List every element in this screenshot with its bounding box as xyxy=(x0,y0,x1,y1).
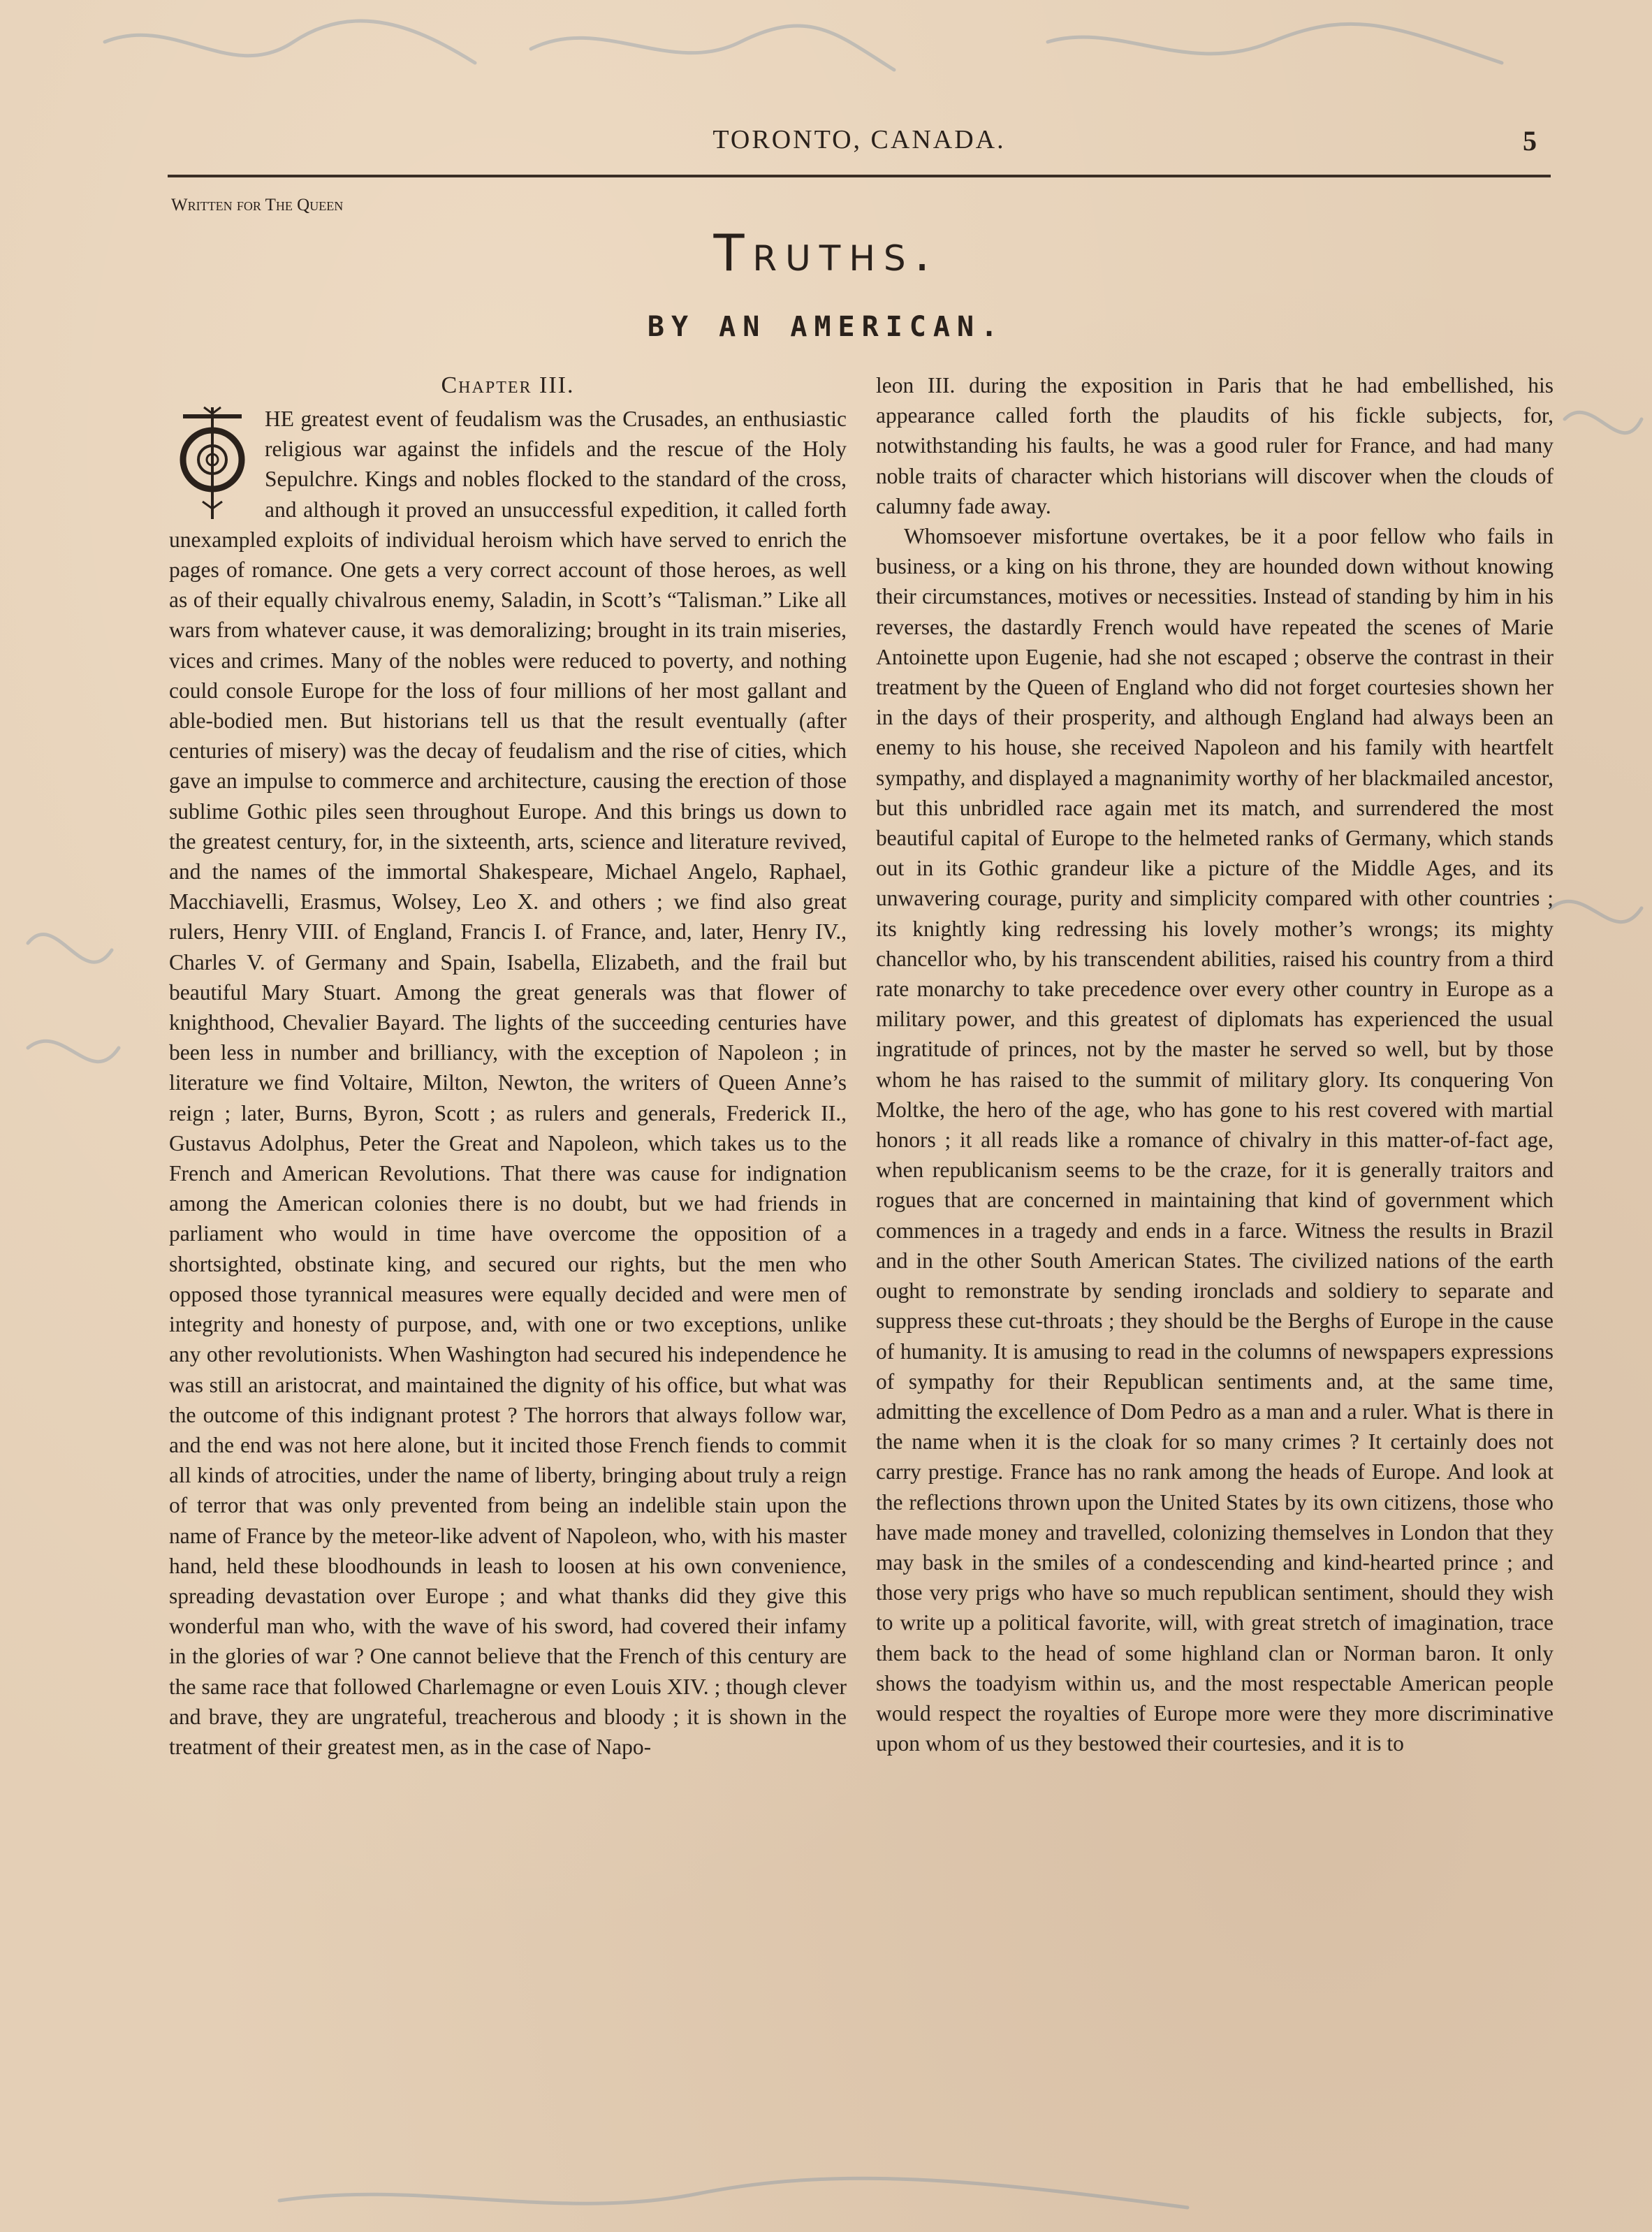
dropcap-ornament-icon xyxy=(169,404,256,523)
page-number: 5 xyxy=(1523,125,1537,156)
paragraph: HE greatest event of feudalism was the Crusades, an enthusiastic religious war against the infidels and the rescue of the Holy Sepulchre. Kings and nobles flocked to the standard of the cross, and although it proved an unsuccessful expedition, it called forth unexampled exploits of individual heroism which have served to enrich the pages of romance. One gets a very correct account of those heroes, as well as of their equally chivalrous enemy, Saladin, in Scott’s “Talisman.” Like all wars from whatever cause, it was demoralizing; brought in its train miseries, vices and crimes. Many of the nobles were reduced to poverty, and nothing could console Europe for the loss of four millions of her most gallant and able-bodied men. But historians tell us that the result eventually (after centuries of misery) was the decay of feudalism and the rise of cities, which gave an impulse to commerce and architecture, causing the erection of those sublime Gothic piles seen throughout Europe. And this brings us down to the greatest century, for, in the sixteenth, arts, science and literature revived, and the names of the immortal Shakespeare, Michael Angelo, Raphael, Macchiavelli, Erasmus, Wolsey, Leo X. and others ; we find also great rulers, Henry VIII. of England, Francis I. of France, and, later, Henry IV., Charles V. of Germany and Spain, Isabella, Elizabeth, and the frail but beautiful Mary Stuart. Among the great generals was that flower of knighthood, Chevalier Bayard. The lights of the succeeding centuries have been less in number and brilliancy, with the exception of Napoleon ; in literature we find Voltaire, Milton, Newton, the writers of Queen Anne’s reign ; later, Burns, Byron, Scott ; as rulers and generals, Frederick II., Gustavus Adolphus, Peter the Great and Napoleon, which takes us to the French and American Revolutions. That there was cause for indignation among the American colonies there is no doubt, but we had friends in parliament who would in time have overcome the opposition of a shortsighted, obstinate king, and secured our rights, but the men who opposed those tyrannical measures were equally decided and were men of integrity and honesty of purpose, and, with one or two exceptions, unlike any other revolutionists. When Washington had secured his independence he was still an aristocrat, and maintained the dignity of his office, but what was the outcome of this indignant protest ? The horrors that always follow war, and the end was not here alone, but it incited those French fiends to commit all kinds of atrocities, under the name of liberty, bringing about truly a reign of terror that was only prevented from being an indelible stain upon the name of France by the meteor-like advent of Napoleon, who, with his master hand, held these bloodhounds in leash to loosen at his own convenience, spreading devastation over Europe ; and what thanks did they give this wonderful man who, with the wave of his sword, had covered their infamy in the glories of war ? One cannot believe that the French of this century are the same race that followed Charlemagne or even Louis XIV. ; though clever and brave, they are ungrateful, treacherous and bloody ; it is shown in the treatment of their greatest men, as in the case of Napo- xyxy=(169,407,847,1759)
article-title: Truths. xyxy=(713,224,939,282)
ornamental-dropcap xyxy=(169,404,256,523)
left-column xyxy=(169,370,847,1762)
paragraph: leon III. during the exposition in Paris that he had embellished, his appearance called forth the plaudits of his fickle subjects, for, notwithstanding his faults, he was a good ruler for France, and had many noble traits of character which historians will discover when the clouds of calumny fade away. xyxy=(876,373,1554,518)
chapter-heading: Chapter III. xyxy=(441,372,575,398)
right-column xyxy=(876,370,1554,1758)
written-for-note: Written for The Queen xyxy=(171,196,344,214)
paragraph: Whomsoever misfortune overtakes, be it a poor fellow who fails in business, or a king on his throne, they are hounded down without knowing their circumstances, motives or necessities. Instead of standing by him in his reverses, the dastardly French would have repeated the scenes of Marie Antoinette upon Eugenie, had she not escaped ; observe the contrast in their treatment by the Queen of England who did not forget courtesies shown her in the days of their prosperity, and although England had always been an enemy to his house, she received Napoleon and his family with heartfelt sympathy, and displayed a magnanimity worthy of her blackmailed ancestor, but this unbridled race again met its match, and surrendered the most beautiful capital of Europe to the helmeted ranks of Germany, which stands out in its Gothic grandeur like a picture of the Middle Ages, and its unwavering courage, purity and simplicity compared with other countries ; its knightly king redressing his lovely mother’s wrongs; its mighty chancellor who, by his transcendent abilities, raised his country from a third rate monarchy to take precedence over every other country in Europe as a military power, and this greatest of diplomats has experienced the usual ingratitude of princes, not by the master he served so well, but by those whom he has raised to the summit of military glory. Its conquering Von Moltke, the hero of the age, who has gone to his rest covered with martial honors ; it all reads like a romance of chivalry in this matter-of-fact age, when republicanism seems to be the craze, for it is generally traitors and rogues that are concerned in maintaining that kind of government which commences in a tragedy and ends in a farce. Witness the results in Brazil and in the other South American States. The civilized nations of the earth ought to remonstrate by sending ironclads and soldiery to separate and suppress these cut-throats ; they should be the Berghs of Europe in the cause of humanity. It is amusing to read in the columns of newspapers expressions of sympathy for their Republican sentiments and, at the same time, admitting the excellence of Dom Pedro as a man and a ruler. What is there in the name when it is the cloak for so many crimes ? It certainly does not carry prestige. France has no rank among the heads of Europe. And look at the reflections thrown upon the United States by its own citizens, those who have made money and travelled, colonizing themselves in London that they may bask in the smiles of a condescending and kind-hearted prince ; and those very prigs who have so much republican sentiment, should they wish to write up a political favorite, will, with great stretch of imagination, trace them back to the head of some highland clan or Norman baron. It only shows the toadyism within us, and the most respectable American people would respect the royalties of Europe more were they more discriminative upon whom of us they bestowed their courtesies, and it is to xyxy=(876,524,1554,1756)
running-head-text: TORONTO, CANADA. xyxy=(712,125,1006,154)
running-header xyxy=(168,119,1551,177)
article-author: BY AN AMERICAN. xyxy=(647,311,1005,343)
